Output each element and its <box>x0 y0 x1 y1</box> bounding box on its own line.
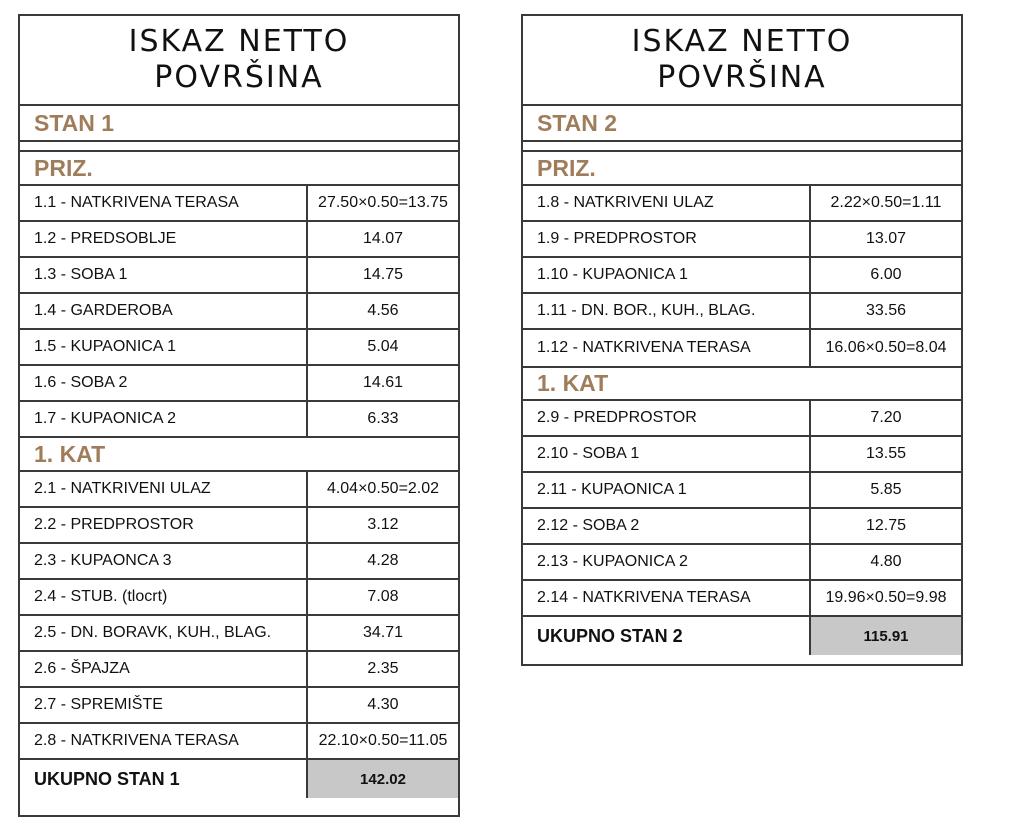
rows-kat <box>523 399 961 617</box>
divider <box>20 142 458 152</box>
room-area: 34.71 <box>362 624 404 641</box>
table-row <box>523 581 961 617</box>
rows-priz <box>523 186 961 366</box>
room-name: 2.9 - PREDPROSTOR <box>523 401 811 435</box>
room-area: 5.85 <box>870 481 902 498</box>
stan-2-table <box>521 14 963 666</box>
room-area: 14.75 <box>362 266 404 283</box>
room-area: 5.04 <box>367 338 399 355</box>
table-row <box>20 402 458 438</box>
table-row <box>523 437 961 473</box>
table-row <box>20 724 458 760</box>
total-row <box>20 760 458 798</box>
table-row <box>20 652 458 688</box>
section-heading-priz: PRIZ. <box>20 152 458 186</box>
divider <box>523 142 961 152</box>
table-row <box>20 294 458 330</box>
stan-heading: STAN 2 <box>523 106 961 142</box>
room-name: 1.12 - NATKRIVENA TERASA <box>523 330 811 366</box>
total-label: UKUPNO STAN 1 <box>20 760 308 798</box>
room-name: 2.10 - SOBA 1 <box>523 437 811 471</box>
table-row <box>20 258 458 294</box>
room-area: 4.56 <box>367 302 399 319</box>
room-name: 2.13 - KUPAONICA 2 <box>523 545 811 579</box>
table-row <box>20 222 458 258</box>
room-name: 2.5 - DN. BORAVK, KUH., BLAG. <box>20 616 308 650</box>
room-area: 3.12 <box>367 516 399 533</box>
room-area: 14.07 <box>362 230 404 247</box>
room-name: 2.2 - PREDPROSTOR <box>20 508 308 542</box>
room-area: 6.33 <box>367 410 399 427</box>
room-area: 12.75 <box>865 517 907 534</box>
table-row <box>20 580 458 616</box>
table-row <box>523 401 961 437</box>
room-name: 1.4 - GARDEROBA <box>20 294 308 328</box>
table-row <box>523 258 961 294</box>
section-heading-kat: 1. KAT <box>20 438 458 472</box>
room-area: 2.22×0.50=1.11 <box>830 194 942 211</box>
room-area: 2.35 <box>367 660 399 677</box>
total-row <box>523 617 961 655</box>
title-line-2: POVRŠINA <box>657 60 827 95</box>
stan-1-table <box>18 14 460 817</box>
room-area: 33.56 <box>865 302 907 319</box>
table-row <box>20 366 458 402</box>
room-area: 4.04×0.50=2.02 <box>326 480 440 497</box>
rows-kat <box>20 472 458 760</box>
room-name: 2.14 - NATKRIVENA TERASA <box>523 581 811 615</box>
room-area: 13.55 <box>865 445 907 462</box>
room-name: 1.10 - KUPAONICA 1 <box>523 258 811 292</box>
room-name: 2.11 - KUPAONICA 1 <box>523 473 811 507</box>
room-name: 1.3 - SOBA 1 <box>20 258 308 292</box>
table-title <box>20 16 458 106</box>
title-line-2: POVRŠINA <box>154 60 324 95</box>
table-row <box>523 473 961 509</box>
room-name: 1.1 - NATKRIVENA TERASA <box>20 186 308 220</box>
room-area: 22.10×0.50=11.05 <box>318 732 448 749</box>
room-name: 2.1 - NATKRIVENI ULAZ <box>20 472 308 506</box>
table-row <box>20 688 458 724</box>
room-name: 2.7 - SPREMIŠTE <box>20 688 308 722</box>
room-area: 7.08 <box>367 588 399 605</box>
table-title <box>523 16 961 106</box>
room-name: 2.8 - NATKRIVENA TERASA <box>20 724 308 758</box>
table-row <box>20 330 458 366</box>
section-heading-kat: 1. KAT <box>523 366 961 399</box>
room-name: 2.12 - SOBA 2 <box>523 509 811 543</box>
table-row <box>20 616 458 652</box>
room-area: 14.61 <box>362 374 404 391</box>
room-area: 4.80 <box>870 553 902 570</box>
room-name: 1.11 - DN. BOR., KUH., BLAG. <box>523 294 811 328</box>
total-value: 115.91 <box>811 617 961 655</box>
total-label: UKUPNO STAN 2 <box>523 617 811 655</box>
room-name: 1.2 - PREDSOBLJE <box>20 222 308 256</box>
room-area: 7.20 <box>870 409 902 426</box>
room-area: 16.06×0.50=8.04 <box>825 339 947 356</box>
table-row <box>523 330 961 366</box>
table-row <box>523 509 961 545</box>
room-area: 19.96×0.50=9.98 <box>825 589 947 606</box>
room-name: 1.6 - SOBA 2 <box>20 366 308 400</box>
table-row <box>523 545 961 581</box>
room-name: 1.8 - NATKRIVENI ULAZ <box>523 186 811 220</box>
room-area: 4.30 <box>367 696 399 713</box>
total-value: 142.02 <box>308 760 458 798</box>
room-name: 1.5 - KUPAONICA 1 <box>20 330 308 364</box>
title-line-1: ISKAZ NETTO <box>128 24 350 59</box>
room-name: 2.3 - KUPAONCA 3 <box>20 544 308 578</box>
table-row <box>523 186 961 222</box>
room-name: 1.7 - KUPAONICA 2 <box>20 402 308 436</box>
section-heading-priz: PRIZ. <box>523 152 961 186</box>
table-row <box>523 222 961 258</box>
room-name: 2.6 - ŠPAJZA <box>20 652 308 686</box>
room-area: 4.28 <box>367 552 399 569</box>
table-row <box>20 508 458 544</box>
room-area: 13.07 <box>865 230 907 247</box>
room-area: 6.00 <box>870 266 902 283</box>
room-name: 2.4 - STUB. (tlocrt) <box>20 580 308 614</box>
room-area: 27.50×0.50=13.75 <box>318 194 448 211</box>
rows-priz <box>20 186 458 438</box>
stan-heading: STAN 1 <box>20 106 458 142</box>
table-row <box>523 294 961 330</box>
table-row <box>20 544 458 580</box>
table-row <box>20 472 458 508</box>
room-name: 1.9 - PREDPROSTOR <box>523 222 811 256</box>
title-line-1: ISKAZ NETTO <box>631 24 853 59</box>
table-row <box>20 186 458 222</box>
